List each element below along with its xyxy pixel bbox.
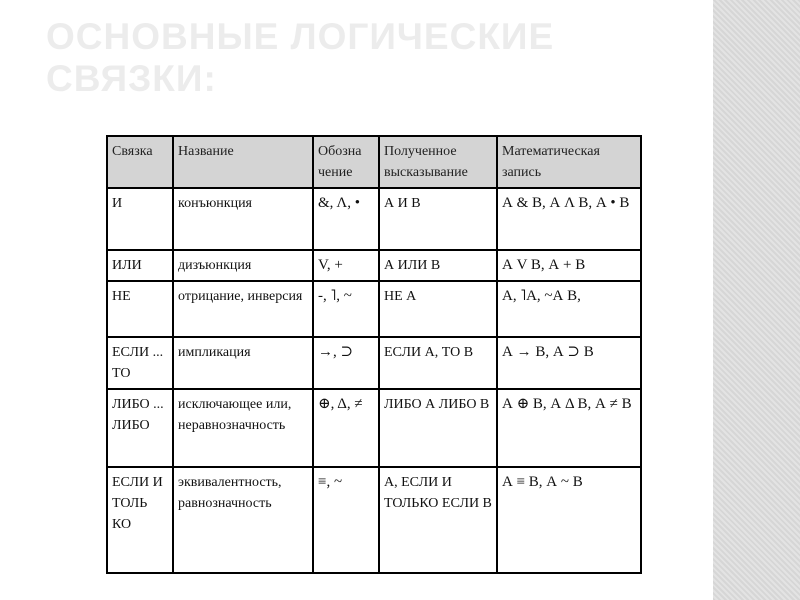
decorative-side-band	[713, 0, 800, 600]
logic-connectives-table	[106, 135, 642, 574]
cell-name: эквивалентность, равнозначность	[173, 467, 313, 573]
cell-connective: ИЛИ	[107, 250, 173, 281]
cell-math-notation: А V В, А + В	[497, 250, 641, 281]
cell-math-notation: А ≡ В, А ~ В	[497, 467, 641, 573]
cell-connective: И	[107, 188, 173, 250]
cell-name: импликация	[173, 337, 313, 389]
cell-statement: ЕСЛИ А, ТО В	[379, 337, 497, 389]
cell-math-notation: А & В, А Λ В, А • В	[497, 188, 641, 250]
cell-statement: А, ЕСЛИ И ТОЛЬКО ЕСЛИ В	[379, 467, 497, 573]
cell-name: дизъюнкция	[173, 250, 313, 281]
table-row	[107, 281, 641, 337]
header-notation: Обозна чение	[313, 136, 379, 188]
cell-connective: НЕ	[107, 281, 173, 337]
header-connective: Связка	[107, 136, 173, 188]
cell-connective: ЕСЛИ ... ТО	[107, 337, 173, 389]
cell-notation: ⊕, Δ, ≠	[313, 389, 379, 467]
cell-notation: →, ⊃	[313, 337, 379, 389]
table-row	[107, 337, 641, 389]
cell-name: конъюнкция	[173, 188, 313, 250]
cell-math-notation: А, ˥А, ~А В,	[497, 281, 641, 337]
cell-statement: А И В	[379, 188, 497, 250]
slide-title: ОСНОВНЫЕ ЛОГИЧЕСКИЕ СВЯЗКИ:	[46, 16, 555, 99]
cell-notation: -, ˥, ~	[313, 281, 379, 337]
table-row	[107, 250, 641, 281]
cell-statement: НЕ А	[379, 281, 497, 337]
cell-connective: ЛИБО ... ЛИБО	[107, 389, 173, 467]
cell-notation: ≡, ~	[313, 467, 379, 573]
cell-notation: V, +	[313, 250, 379, 281]
header-name: Название	[173, 136, 313, 188]
cell-math-notation: А → В, А ⊃ В	[497, 337, 641, 389]
cell-connective: ЕСЛИ И ТОЛЬ КО	[107, 467, 173, 573]
cell-math-notation: А ⊕ В, А Δ В, А ≠ В	[497, 389, 641, 467]
cell-name: исключающее или, неравнозначность	[173, 389, 313, 467]
table-row	[107, 389, 641, 467]
cell-statement: ЛИБО А ЛИБО В	[379, 389, 497, 467]
header-statement: Полученное высказывание	[379, 136, 497, 188]
cell-name: отрицание, инверсия	[173, 281, 313, 337]
table-row	[107, 188, 641, 250]
cell-notation: &, Λ, •	[313, 188, 379, 250]
header-math-notation: Математическая запись	[497, 136, 641, 188]
table-header-row	[107, 136, 641, 188]
cell-statement: А ИЛИ В	[379, 250, 497, 281]
table-row	[107, 467, 641, 573]
